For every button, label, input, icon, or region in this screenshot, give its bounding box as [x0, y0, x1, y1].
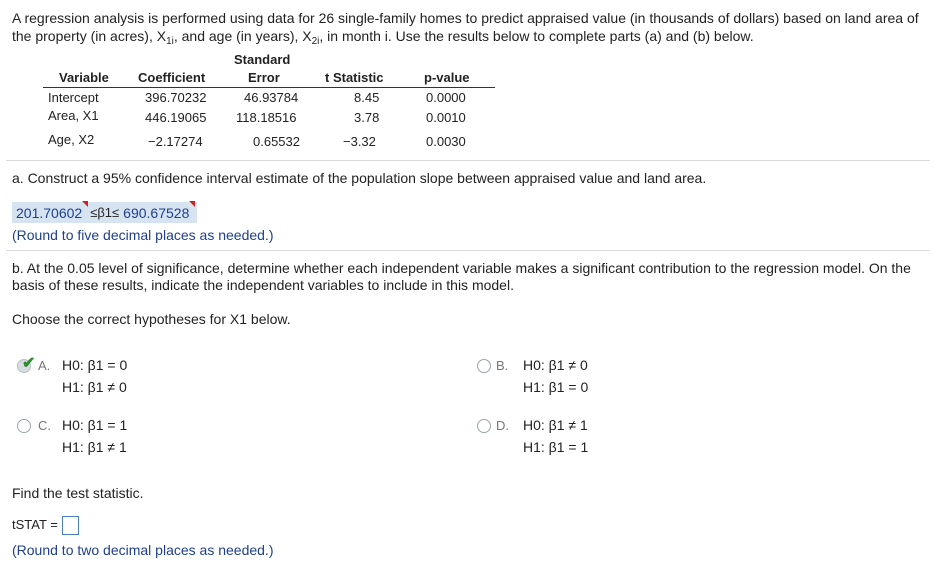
table-cell-t: 3.78	[354, 110, 380, 125]
table-cell-coefficient: 396.70232	[145, 90, 207, 105]
option-d-null-hypothesis[interactable]: H0: β1 ≠ 1	[523, 417, 588, 433]
option-d-alt-hypothesis[interactable]: H1: β1 = 1	[523, 439, 589, 455]
section-divider	[6, 250, 930, 251]
table-cell-variable: Intercept	[48, 90, 99, 105]
ci-lower-value[interactable]: 201.70602	[16, 205, 86, 221]
table-cell-variable: Area, X1	[48, 108, 99, 123]
tstat-label: tSTAT =	[12, 517, 58, 532]
option-b-letter: B.	[496, 358, 509, 373]
part-a-question: a. Construct a 95% confidence interval estimate of the population slope between appraised value and land area.	[12, 170, 707, 186]
option-a-null-hypothesis[interactable]: H0: β1 = 0	[62, 357, 128, 373]
table-header-t-statistic: t Statistic	[325, 70, 384, 85]
ci-upper-value[interactable]: 690.67528	[123, 205, 193, 221]
option-b-null-hypothesis[interactable]: H0: β1 ≠ 0	[523, 357, 588, 373]
choose-hypotheses-prompt: Choose the correct hypotheses for X1 below.	[12, 311, 291, 327]
option-d-radio[interactable]	[477, 419, 491, 433]
correct-check-icon: ✔	[22, 355, 36, 372]
find-test-statistic-prompt: Find the test statistic.	[12, 485, 144, 501]
table-cell-t: −3.32	[343, 134, 376, 149]
table-cell-t: 8.45	[354, 90, 380, 105]
problem-intro: A regression analysis is performed using data for 26 single-family homes to predict appraised value (in thousands of dollars) based on land area of the property (in acres), $X_{1i}$, and age (in years), $X_{2i}$, in month i. Use the results below to complete parts (a) and (b) below.	[12, 10, 919, 47]
option-d-letter: D.	[496, 418, 509, 433]
option-b-radio[interactable]	[477, 359, 491, 373]
ci-beta-inequality: ≤β1≤	[90, 205, 120, 220]
table-cell-error: 46.93784	[244, 90, 299, 105]
confidence-interval-answer	[12, 202, 197, 223]
table-header-rule	[43, 87, 495, 88]
table-cell-p: 0.0000	[426, 90, 466, 105]
table-cell-variable: Age, X2	[48, 132, 95, 147]
table-header-error: Error	[248, 70, 280, 85]
feedback-mark-icon	[189, 201, 195, 207]
option-a-letter: A.	[38, 358, 51, 373]
table-cell-p: 0.0010	[426, 110, 466, 125]
option-a-alt-hypothesis[interactable]: H1: β1 ≠ 0	[62, 379, 127, 395]
table-cell-error: 0.65532	[253, 134, 300, 149]
tstat-input[interactable]	[62, 516, 79, 535]
section-divider	[6, 160, 930, 161]
table-header-standard: Standard	[234, 52, 291, 67]
option-c-letter: C.	[38, 418, 51, 433]
feedback-mark-icon	[82, 201, 88, 207]
option-c-null-hypothesis[interactable]: H0: β1 = 1	[62, 417, 128, 433]
table-cell-error: 118.18516	[236, 110, 297, 125]
option-b-alt-hypothesis[interactable]: H1: β1 = 0	[523, 379, 589, 395]
table-cell-coefficient: −2.17274	[148, 134, 203, 149]
table-header-coefficient: Coefficient	[138, 70, 206, 85]
part-b-question: b. At the 0.05 level of significance, determine whether each independent variable makes a significant contribution to the regression model. On the basis of these results, indicate the independent variables to include in this model.	[12, 260, 911, 293]
table-header-variable: Variable	[59, 70, 109, 85]
table-header-p-value: p-value	[424, 70, 470, 85]
table-cell-coefficient: 446.19065	[145, 110, 207, 125]
option-c-alt-hypothesis[interactable]: H1: β1 ≠ 1	[62, 439, 127, 455]
part-b-round-note: (Round to two decimal places as needed.)	[12, 542, 274, 558]
option-c-radio[interactable]	[17, 419, 31, 433]
part-a-round-note: (Round to five decimal places as needed.)	[12, 227, 274, 243]
table-cell-p: 0.0030	[426, 134, 466, 149]
